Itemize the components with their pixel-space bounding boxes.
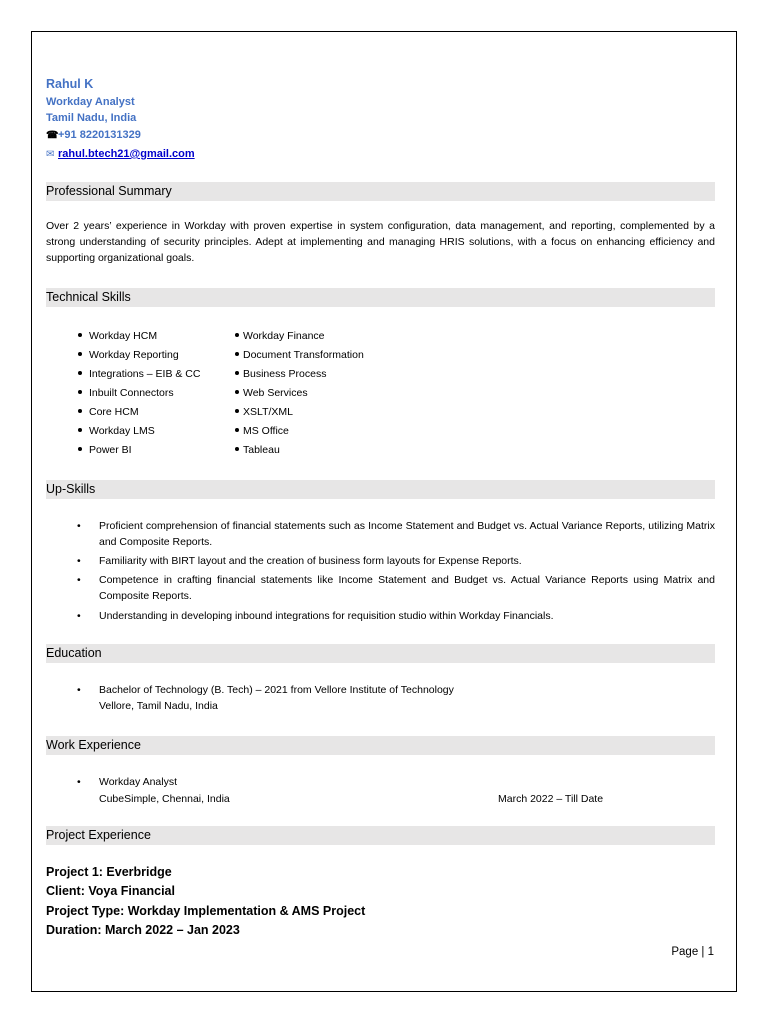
resume-page — [31, 31, 737, 992]
skill-label: Workday Reporting — [89, 349, 179, 361]
skill-item — [78, 327, 157, 346]
phone-line — [46, 127, 141, 144]
skill-item — [78, 365, 200, 384]
skill-item — [78, 441, 132, 460]
bullet-icon — [78, 390, 82, 394]
section-technical-skills — [46, 288, 715, 307]
list-item — [77, 518, 715, 550]
list-item-text: Proficient comprehension of financial statements such as Income Statement and Budget vs. Actual Variance Reports, utilizing Matrix and Composite Reports. — [99, 520, 715, 548]
email-link[interactable]: rahul.btech21@gmail.com — [58, 148, 195, 160]
skill-label: Tableau — [243, 444, 280, 456]
bullet-icon — [235, 333, 239, 337]
skill-item — [235, 346, 364, 365]
skill-item — [78, 346, 179, 365]
skill-label: XSLT/XML — [243, 406, 293, 418]
section-professional-summary — [46, 182, 715, 201]
bullet-icon — [235, 352, 239, 356]
work-role — [77, 774, 178, 790]
email-line — [46, 146, 195, 163]
skill-label: Business Process — [243, 368, 327, 380]
skill-item — [235, 384, 308, 403]
project-type: Project Type: Workday Implementation & AMS Project — [46, 904, 366, 918]
skill-item — [78, 422, 155, 441]
skill-item — [235, 327, 325, 346]
bullet-icon — [78, 333, 82, 337]
summary-text: Over 2 years’ experience in Workday with proven expertise in system configuration, data management, and reporting, complemented by a strong understanding of security principles. Adept at implementing and managing HRIS solutions, with a focus on enhancing efficiency and supporting organizational goals. — [46, 220, 715, 264]
bullet-icon: • — [77, 555, 81, 567]
location: Tamil Nadu, India — [46, 112, 137, 124]
skill-label: Document Transformation — [243, 349, 364, 361]
section-education — [46, 644, 715, 663]
list-item — [77, 572, 715, 604]
project-duration: Duration: March 2022 – Jan 2023 — [46, 923, 240, 937]
skill-label: MS Office — [243, 425, 289, 437]
bullet-icon — [78, 371, 82, 375]
skill-label: Inbuilt Connectors — [89, 387, 174, 399]
bullet-icon — [78, 447, 82, 451]
bullet-icon: • — [77, 684, 81, 696]
degree-text: Bachelor of Technology (B. Tech) – 2021 from Vellore Institute of Technology — [99, 684, 454, 696]
section-work-experience — [46, 736, 715, 755]
work-company: CubeSimple, Chennai, India — [99, 793, 230, 805]
candidate-name: Rahul K — [46, 77, 94, 91]
phone-number: +91 8220131329 — [58, 129, 141, 141]
section-title: Technical Skills — [46, 290, 131, 304]
bullet-icon — [235, 409, 239, 413]
bullet-icon — [235, 428, 239, 432]
bullet-icon — [78, 409, 82, 413]
bullet-icon: • — [77, 776, 81, 788]
skill-item — [235, 422, 289, 441]
project-client: Client: Voya Financial — [46, 884, 175, 898]
skill-label: Workday LMS — [89, 425, 155, 437]
bullet-icon — [235, 447, 239, 451]
section-up-skills — [46, 480, 715, 499]
bullet-icon: • — [77, 610, 81, 622]
bullet-icon: • — [77, 574, 81, 586]
role-text: Workday Analyst — [99, 776, 178, 788]
project-name: Project 1: Everbridge — [46, 865, 172, 879]
section-title: Project Experience — [46, 828, 151, 842]
education-degree — [77, 682, 454, 698]
section-title: Up-Skills — [46, 482, 96, 496]
section-title: Work Experience — [46, 738, 141, 752]
page-number: Page | 1 — [671, 946, 714, 958]
education-place: Vellore, Tamil Nadu, India — [99, 700, 218, 712]
skill-item — [235, 403, 293, 422]
section-project-experience — [46, 826, 715, 845]
skill-label: Workday HCM — [89, 330, 158, 342]
skill-item — [78, 403, 139, 422]
bullet-icon — [78, 428, 82, 432]
skill-label: Integrations – EIB & CC — [89, 368, 201, 380]
phone-icon: ☎ — [46, 130, 59, 141]
skill-label: Power BI — [89, 444, 132, 456]
bullet-icon — [235, 371, 239, 375]
bullet-icon — [78, 352, 82, 356]
list-item — [77, 608, 715, 624]
section-title: Education — [46, 646, 102, 660]
list-item-text: Competence in crafting financial statements like Income Statement and Budget vs. Actual Variance Reports using Matrix and Composite Reports. — [99, 574, 715, 602]
section-title: Professional Summary — [46, 184, 172, 198]
list-item — [77, 553, 715, 569]
work-dates: March 2022 – Till Date — [498, 793, 604, 805]
list-item-text: Familiarity with BIRT layout and the creation of business form layouts for Expense Reports. — [99, 555, 522, 567]
skill-item — [235, 365, 326, 384]
list-item-text: Understanding in developing inbound integrations for requisition studio within Workday Financials. — [99, 610, 554, 622]
bullet-icon — [235, 390, 239, 394]
skill-item — [235, 441, 280, 460]
skill-label: Web Services — [243, 387, 308, 399]
bullet-icon: • — [77, 520, 81, 532]
skill-label: Workday Finance — [243, 330, 325, 342]
job-title: Workday Analyst — [46, 96, 135, 108]
skill-label: Core HCM — [89, 406, 139, 418]
envelope-icon: ✉ — [46, 149, 55, 160]
skill-item — [78, 384, 174, 403]
